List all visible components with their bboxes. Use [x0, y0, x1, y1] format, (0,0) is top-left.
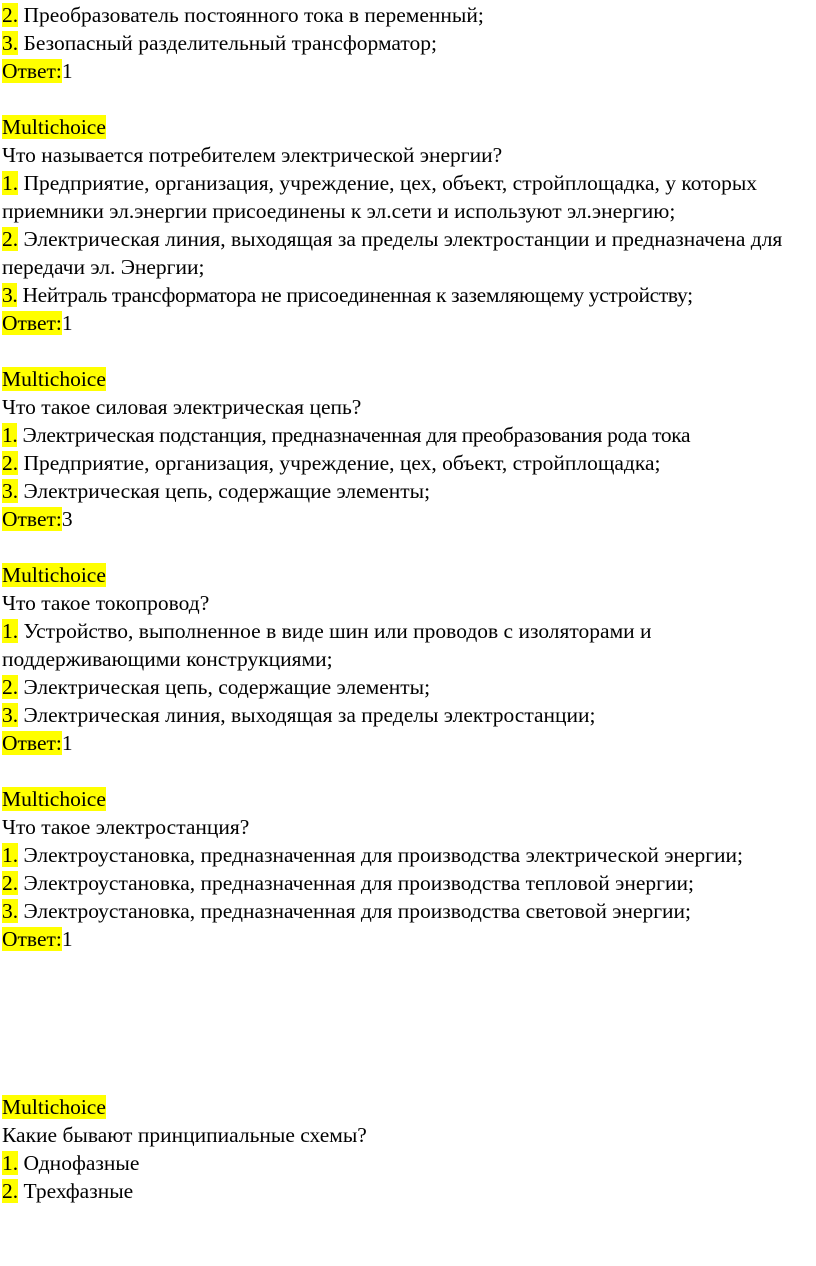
option-text: Электрическая линия, выходящая за пределы электростанции; [18, 703, 596, 727]
question-text: Что такое силовая электрическая цепь? [2, 395, 362, 419]
question-type [2, 365, 816, 393]
option-text: Электрическая подстанция, предназначенная для преобразования рода тока [17, 423, 691, 447]
option-line [2, 869, 816, 897]
answer-label: Ответ: [2, 507, 62, 531]
option-number: 1. [2, 619, 19, 643]
option-number: 3. [2, 479, 19, 503]
option-line [2, 281, 816, 309]
question-type [2, 561, 816, 589]
option-line [2, 701, 816, 729]
option-line [2, 673, 816, 701]
option-text: Электроустановка, предназначенная для производства тепловой энергии; [18, 871, 694, 895]
question-type [2, 113, 816, 141]
option-number: 1. [2, 843, 19, 867]
option-text: Электрическая цепь, содержащие элементы; [18, 675, 431, 699]
answer-label: Ответ: [2, 927, 62, 951]
option-text: Устройство, выполненное в виде шин или проводов с изоляторами и поддерживающими конструкциями; [2, 619, 652, 671]
option-text: Электрическая цепь, содержащие элементы; [18, 479, 431, 503]
answer-value: 3 [61, 507, 73, 531]
option-text: Однофазные [18, 1151, 140, 1175]
option-text: Безопасный разделительный трансформатор; [18, 31, 438, 55]
option-text: Нейтраль трансформатора не присоединенная к заземляющему устройству; [17, 283, 693, 307]
option-number: 1. [2, 171, 19, 195]
option-number: 2. [2, 3, 19, 27]
answer-label: Ответ: [2, 731, 62, 755]
answer-value: 1 [61, 927, 73, 951]
answer-label: Ответ: [2, 59, 62, 83]
spacer [2, 85, 816, 113]
option-line [2, 617, 816, 673]
spacer [2, 757, 816, 785]
answer-line [2, 505, 816, 533]
option-number: 3. [2, 283, 18, 307]
option-number: 1. [2, 1151, 19, 1175]
option-line [2, 1, 816, 29]
spacer [2, 533, 816, 561]
answer-line [2, 729, 816, 757]
option-text: Предприятие, организация, учреждение, цех, объект, стройплощадка; [18, 451, 661, 475]
option-number: 2. [2, 227, 19, 251]
answer-value: 1 [61, 59, 73, 83]
option-line [2, 29, 816, 57]
question-text: Что такое токопровод? [2, 591, 210, 615]
option-line [2, 225, 816, 281]
option-text: Электроустановка, предназначенная для производства электрической энергии; [18, 843, 744, 867]
option-text: Электроустановка, предназначенная для производства световой энергии; [18, 899, 692, 923]
question-type [2, 785, 816, 813]
option-line [2, 841, 816, 869]
option-line [2, 169, 816, 225]
question-type [2, 1093, 816, 1121]
question-text: Что называется потребителем электрической энергии? [2, 143, 503, 167]
option-number: 3. [2, 899, 19, 923]
option-line [2, 897, 816, 925]
question-type-label: Multichoice [2, 563, 106, 587]
answer-line [2, 925, 816, 953]
spacer [2, 953, 816, 1093]
option-line [2, 1177, 816, 1205]
option-number: 2. [2, 675, 19, 699]
question-type-label: Multichoice [2, 367, 106, 391]
option-number: 3. [2, 31, 19, 55]
answer-value: 1 [61, 311, 73, 335]
option-text: Предприятие, организация, учреждение, цех, объект, стройплощадка, у которых приемники эл.энергии присоединены к эл.сети и используют эл.энергию; [2, 171, 758, 223]
option-line [2, 449, 816, 477]
answer-line [2, 309, 816, 337]
option-number: 2. [2, 871, 19, 895]
option-line [2, 1149, 816, 1177]
option-number: 1. [2, 423, 18, 447]
spacer [2, 337, 816, 365]
answer-value: 1 [61, 731, 73, 755]
option-text: Трехфазные [18, 1179, 134, 1203]
option-line [2, 421, 816, 449]
answer-label: Ответ: [2, 311, 62, 335]
question-type-label: Multichoice [2, 787, 106, 811]
option-number: 2. [2, 1179, 19, 1203]
option-line [2, 477, 816, 505]
question-text: Что такое электростанция? [2, 815, 250, 839]
question-text: Какие бывают принципиальные схемы? [2, 1123, 367, 1147]
option-text: Электрическая линия, выходящая за пределы электростанции и предназначена для передачи эл. Энергии; [2, 227, 783, 279]
answer-line [2, 57, 816, 85]
option-number: 2. [2, 451, 19, 475]
question-type-label: Multichoice [2, 1095, 106, 1119]
option-text: Преобразователь постоянного тока в переменный; [18, 3, 484, 27]
question-type-label: Multichoice [2, 115, 106, 139]
option-number: 3. [2, 703, 19, 727]
